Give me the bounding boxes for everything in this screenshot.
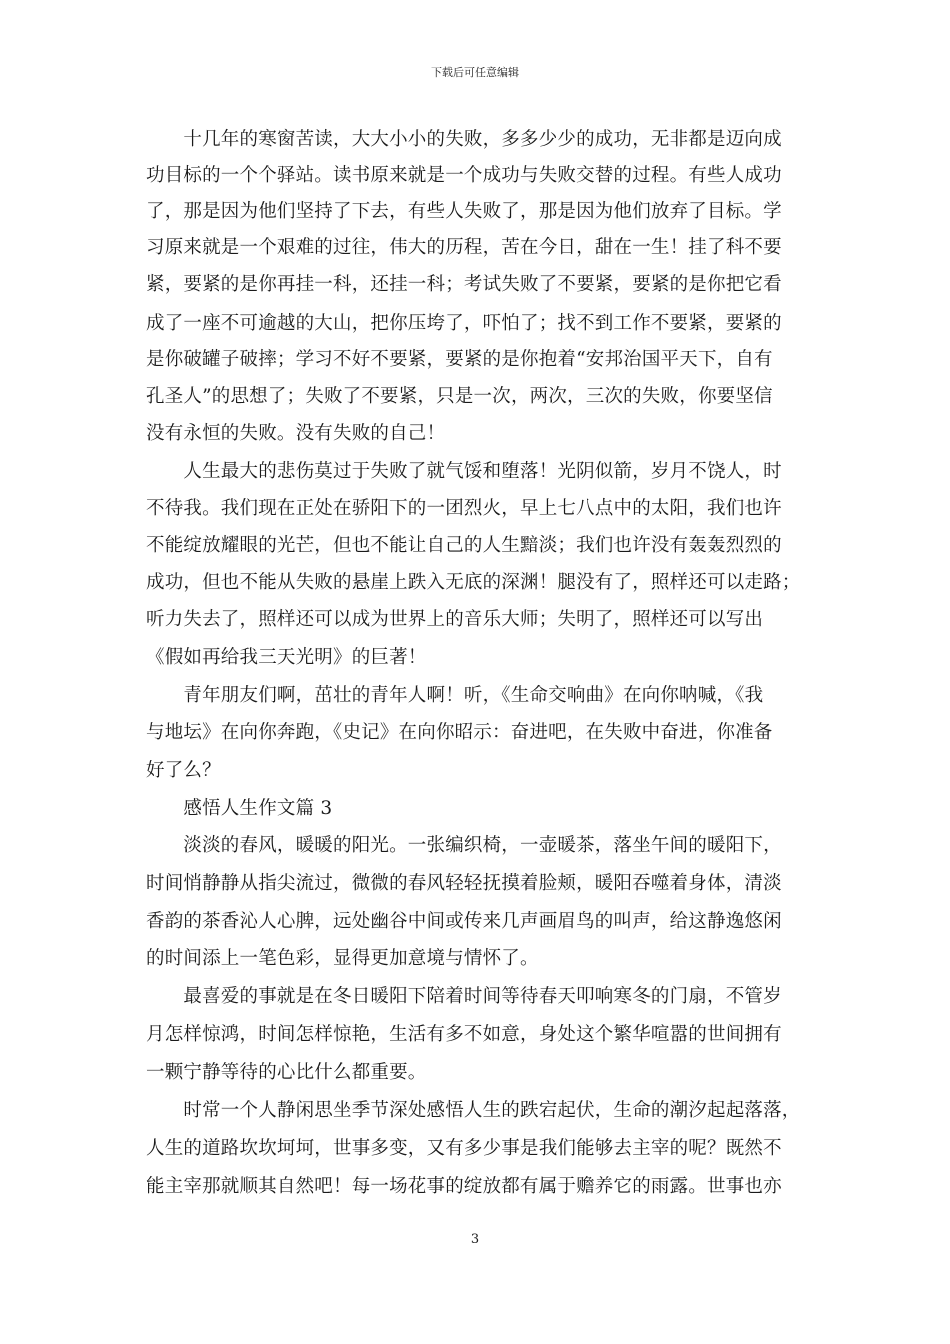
text-line: 《假如再给我三天光明》的巨著！: [146, 647, 427, 668]
page-header: 下载后可任意编辑: [431, 66, 519, 79]
text-line: 成了一座不可逾越的大山，把你压垮了，吓怕了；找不到工作不要紧，要紧的: [146, 313, 782, 334]
text-line: 成功，但也不能从失败的悬崖上跌入无底的深渊！腿没有了，照样还可以走路；: [146, 572, 801, 593]
text-line: 时常一个人静闲思坐季节深处感悟人生的跌宕起伏，生命的潮汐起起落落，: [146, 1100, 801, 1121]
text-line: 功目标的一个个驿站。读书原来就是一个成功与失败交替的过程。有些人成功: [146, 165, 782, 186]
section-heading: 感悟人生作文篇 3: [146, 798, 333, 819]
text-line: 不能绽放耀眼的光芒，但也不能让自己的人生黯淡；我们也许没有轰轰烈烈的: [146, 535, 782, 556]
text-line: 好了么？: [146, 760, 221, 781]
text-line: 紧，要紧的是你再挂一科，还挂一科；考试失败了不要紧，要紧的是你把它看: [146, 274, 782, 295]
text-line: 了，那是因为他们坚持了下去，有些人失败了，那是因为他们放弃了目标。学: [146, 201, 782, 222]
text-line: 的时间添上一笔色彩，显得更加意境与情怀了。: [146, 948, 539, 969]
text-line: 人生最大的悲伤莫过于失败了就气馁和堕落！光阴似箭，岁月不饶人，时: [146, 461, 782, 482]
text-line: 淡淡的春风，暖暖的阳光。一张编织椅，一壶暖茶，落坐午间的暖阳下，: [146, 835, 782, 856]
text-line: 月怎样惊鸿，时间怎样惊艳，生活有多不如意，身处这个繁华喧嚣的世间拥有: [146, 1024, 782, 1045]
text-line: 青年朋友们啊，茁壮的青年人啊！听，《生命交响曲》在向你呐喊，《我: [146, 685, 764, 706]
text-line: 与地坛》在向你奔跑，《史记》在向你昭示：奋进吧，在失败中奋进，你准备: [146, 722, 773, 743]
text-line: 听力失去了，照样还可以成为世界上的音乐大师；失明了，照样还可以写出: [146, 609, 764, 630]
text-line: 一颗宁静等待的心比什么都重要。: [146, 1062, 427, 1083]
text-line: 习原来就是一个艰难的过往，伟大的历程，苦在今日，甜在一生！挂了科不要: [146, 237, 782, 258]
text-line: 是你破罐子破摔；学习不好不要紧，要紧的是你抱着“安邦治国平天下，自有: [146, 349, 773, 370]
text-line: 时间悄静静从指尖流过，微微的春风轻轻抚摸着脸颊，暖阳吞噬着身体，清淡: [146, 873, 782, 894]
text-line: 能主宰那就顺其自然吧！每一场花事的绽放都有属于赡养它的雨露。世事也亦: [146, 1176, 782, 1197]
text-line: 孔圣人”的思想了；失败了不要紧，只是一次，两次，三次的失败，你要坚信: [146, 386, 773, 407]
text-line: 不待我。我们现在正处在骄阳下的一团烈火，早上七八点中的太阳，我们也许: [146, 498, 782, 519]
text-line: 香韵的茶香沁人心脾，远处幽谷中间或传来几声画眉鸟的叫声，给这静逸悠闲: [146, 911, 782, 932]
page-number: 3: [470, 1232, 480, 1247]
text-line: 没有永恒的失败。没有失败的自己！: [146, 423, 446, 444]
text-line: 十几年的寒窗苦读，大大小小的失败，多多少少的成功，无非都是迈向成: [146, 129, 782, 150]
text-line: 人生的道路坎坎坷坷，世事多变，又有多少事是我们能够去主宰的呢？既然不: [146, 1138, 782, 1159]
text-line: 最喜爱的事就是在冬日暖阳下陪着时间等待春天叩响寒冬的门扇，不管岁: [146, 986, 782, 1007]
